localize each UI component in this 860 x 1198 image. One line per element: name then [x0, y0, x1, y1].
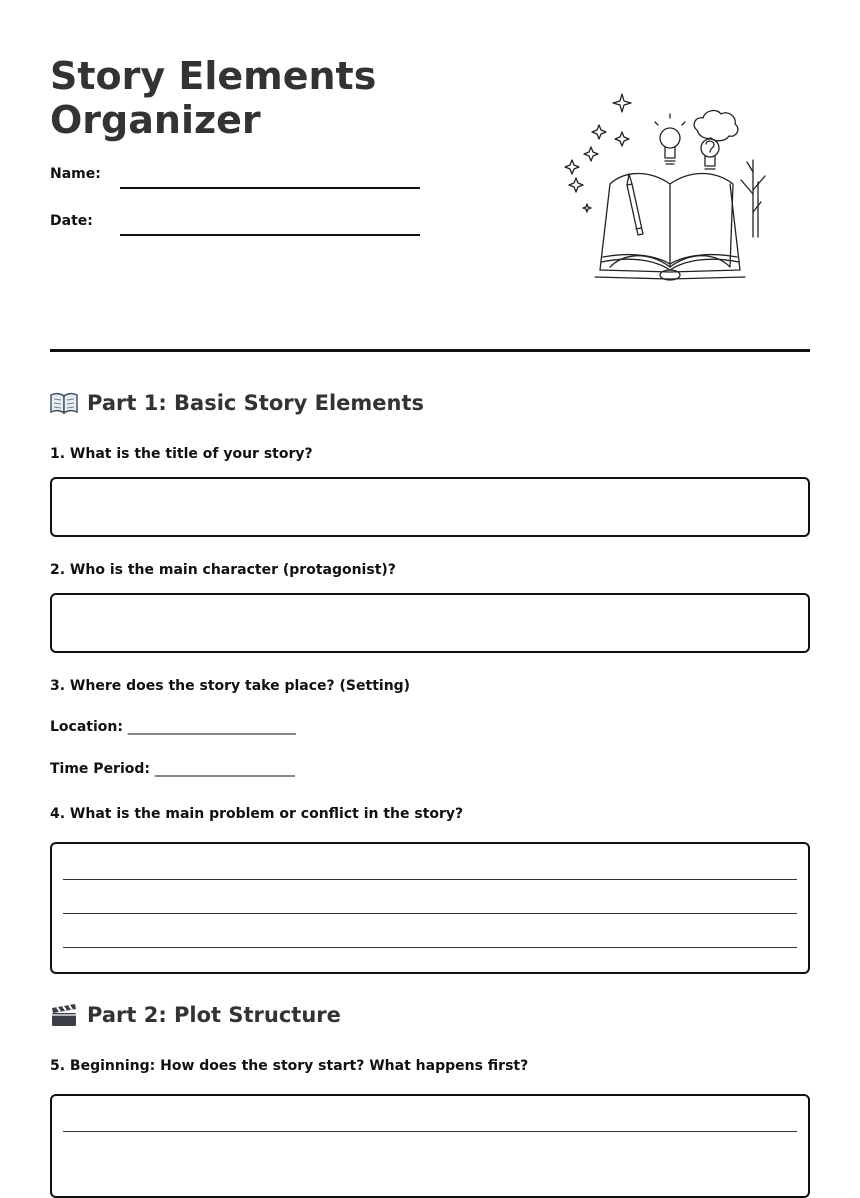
open-book-emoji-icon: [50, 391, 78, 415]
date-label: Date:: [50, 213, 93, 229]
question-1: 1. What is the title of your story?: [50, 446, 313, 462]
time-period-blank: ____________________: [154, 761, 295, 777]
location-label: Location:: [50, 719, 123, 735]
main-character-answer-box[interactable]: [50, 593, 810, 653]
story-title-answer-box[interactable]: [50, 477, 810, 537]
clapper-board-emoji-icon: [50, 1003, 78, 1027]
time-period-field[interactable]: [50, 761, 295, 777]
date-field[interactable]: [120, 234, 420, 236]
writing-line: [63, 913, 797, 914]
open-book-illustration-icon: [555, 92, 785, 287]
page-title: Story Elements Organizer: [50, 54, 377, 142]
question-3: 3. Where does the story take place? (Setting): [50, 678, 411, 694]
part-1-title: Part 1: Basic Story Elements: [87, 391, 425, 415]
part-2-heading: [50, 1003, 341, 1027]
beginning-answer-box[interactable]: [50, 1094, 810, 1198]
part-1-heading: [50, 391, 424, 415]
writing-line: [63, 1131, 797, 1132]
question-4: 4. What is the main problem or conflict in the story?: [50, 806, 464, 822]
location-blank: ________________________: [127, 719, 296, 735]
conflict-answer-box[interactable]: [50, 842, 810, 974]
question-5: 5. Beginning: How does the story start? What happens first?: [50, 1058, 529, 1074]
location-field[interactable]: [50, 719, 296, 735]
writing-line: [63, 879, 797, 880]
question-2: 2. Who is the main character (protagonist)?: [50, 562, 396, 578]
time-period-label: Time Period:: [50, 761, 151, 777]
part-2-title: Part 2: Plot Structure: [87, 1003, 341, 1027]
writing-line: [63, 947, 797, 948]
name-field[interactable]: [120, 187, 420, 189]
section-divider: [50, 349, 810, 352]
name-label: Name:: [50, 166, 101, 182]
